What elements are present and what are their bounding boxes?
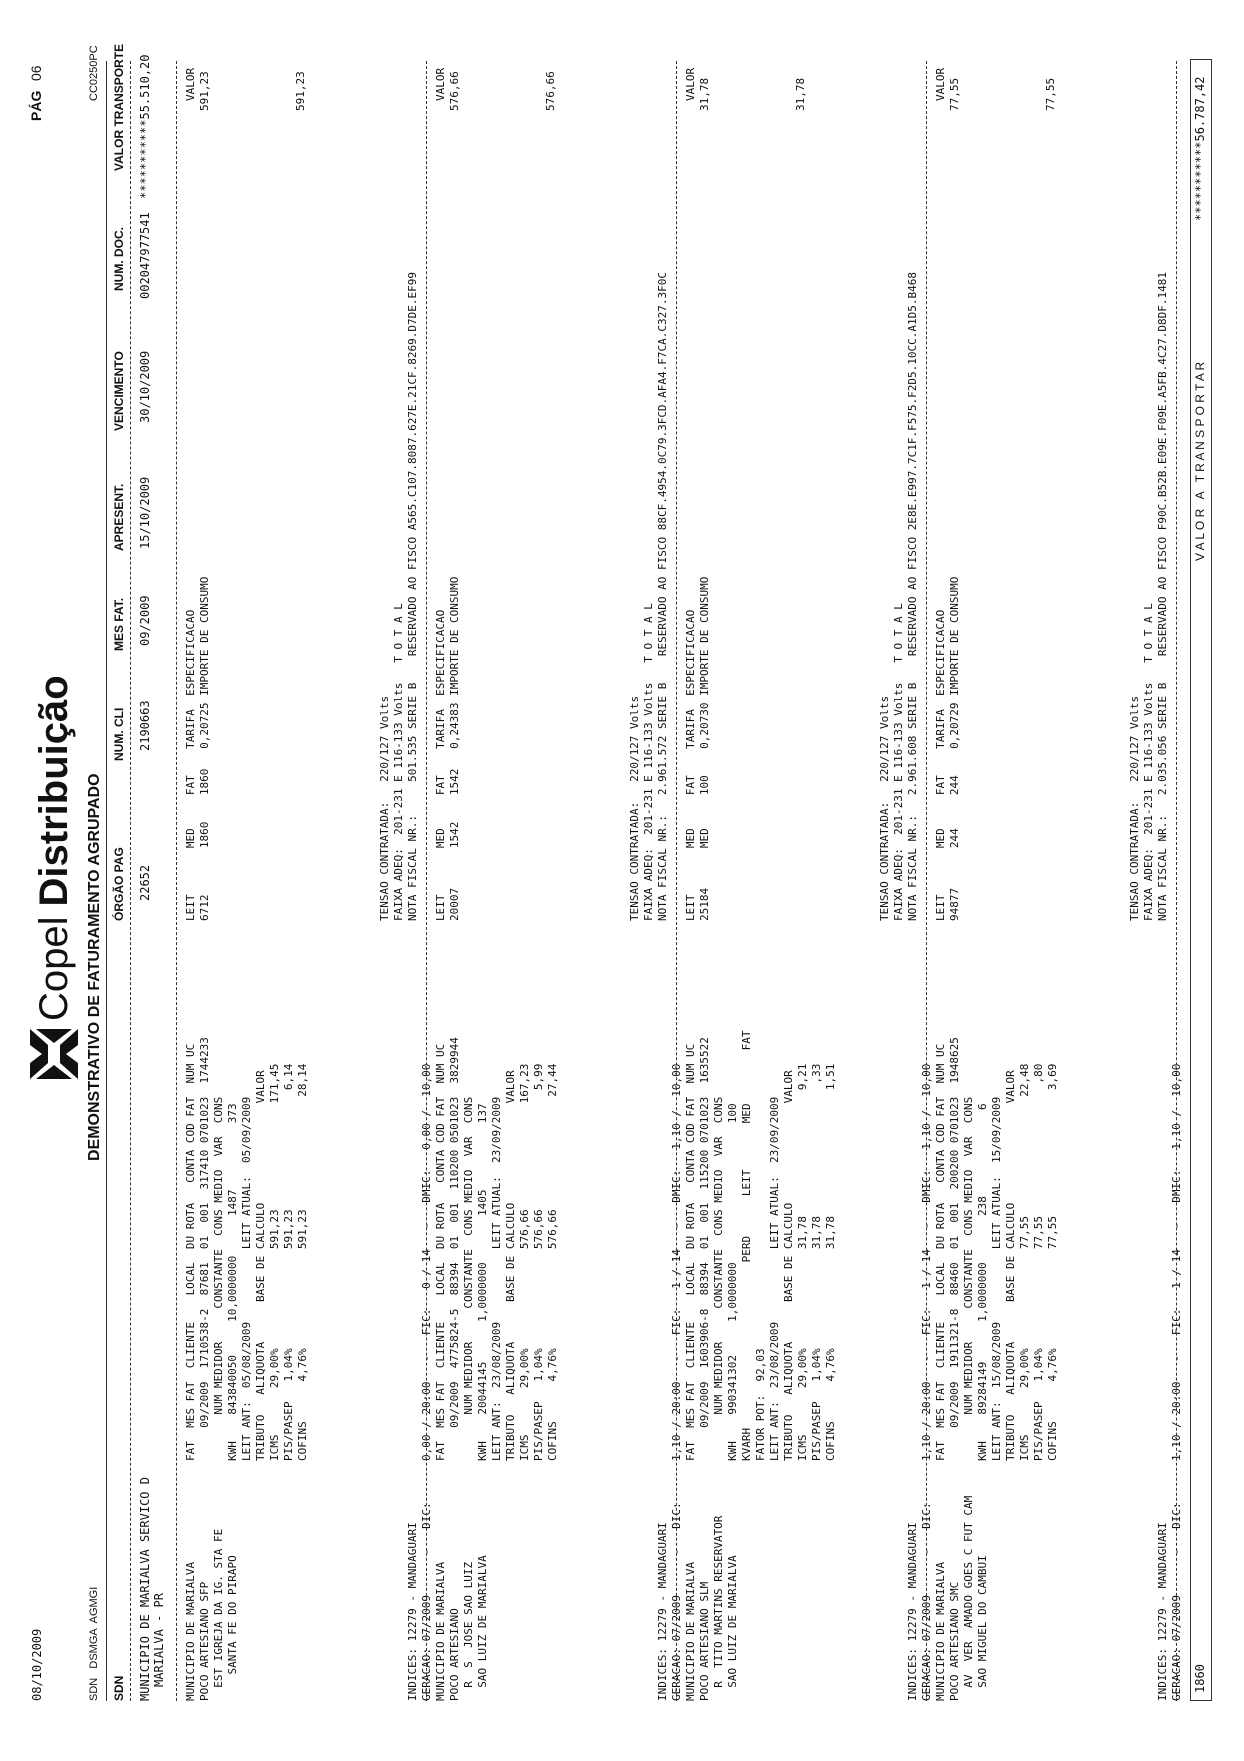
record-total: 591,23 [294, 71, 307, 111]
record-mid-line: 1,10 / 20:00 - FIC: 1 / 14 - DMIC: 1,10 / 10,00 [920, 1063, 933, 1461]
record-mid-line: ICMS 29,00% 31,78 9,21 [796, 1063, 809, 1461]
footer-left-code: 1860 [1193, 1664, 1207, 1693]
record-total: 576,66 [544, 71, 557, 111]
record-mid-line: 09/2009 4775824-5 88394 01 001 110200 0501023 3829944 [448, 1037, 461, 1461]
record-mid-line: ICMS 29,00% 77,55 22,48 [1018, 1063, 1031, 1461]
record-mid-line: TRIBUTO ALIQUOTA BASE DE CALCULO VALOR [254, 1070, 267, 1461]
record-right-line: 20007 1542 1542 0,24383 IMPORTE DE CONSUMO [448, 576, 461, 921]
record-mid-line: ICMS 29,00% 591,23 171,45 [268, 1063, 281, 1461]
record-left-line: SAO LUIZ DE MARIALVA [476, 1555, 489, 1701]
record-right-line: 25184 MED 100 0,20730 IMPORTE DE CONSUMO [698, 576, 711, 921]
record-right-line: FAIXA ADEQ: 201-231 E 116-133 Volts T O T A L [892, 603, 905, 921]
record-right-line: TENSAO CONTRATADA: 220/127 Volts [378, 695, 391, 921]
summary-mes-fat: 09/2009 [138, 595, 152, 646]
record-right-line: LEIT MED FAT TARIFA ESPECIFICACAO [684, 609, 697, 921]
record-separator [1176, 61, 1177, 1701]
record-left-line: MUNICIPIO DE MARIALVA [434, 1561, 447, 1701]
company-logo [28, 675, 80, 1081]
record-right-line: FAIXA ADEQ: 201-231 E 116-133 Volts T O T A L [1142, 603, 1155, 921]
record-right-line: LEIT MED FAT TARIFA ESPECIFICACAO [434, 609, 447, 921]
record-mid-line: TRIBUTO ALIQUOTA BASE DE CALCULO VALOR [1004, 1070, 1017, 1461]
record-right-line: FAIXA ADEQ: 201-231 E 116-133 Volts T O T A L [642, 603, 655, 921]
record-right-line: NOTA FISCAL NR.: 501.535 SERIE B RESERVADO AO FISCO A565.C107.8087.627E.21CF.8269.D7DE.EF99 [406, 271, 419, 921]
record-right-line: 94877 244 244 0,20729 IMPORTE DE CONSUMO [948, 576, 961, 921]
record-mid-line: NUM MEDIDOR CONSTANTE CONS MEDIO VAR CONS [212, 1096, 225, 1461]
summary-apresent: 15/10/2009 [138, 476, 152, 549]
record-left-line: INDICES: 12279 - MANDAGUARI [906, 1522, 919, 1701]
record-mid-line: LEIT ANT: 05/08/2009 LEIT ATUAL: 05/09/2009 [240, 1096, 253, 1461]
summary-name: MUNICIPIO DE MARIALVA SERVICO D [138, 1477, 152, 1701]
record-left-line: INDICES: 12279 - MANDAGUARI [656, 1522, 669, 1701]
summary-num-doc: 002047977541 [138, 212, 152, 299]
record-mid-line: TRIBUTO ALIQUOTA BASE DE CALCULO VALOR [782, 1070, 795, 1461]
record-valor: 31,78 [698, 77, 711, 111]
brand-bold: Distribuição [32, 675, 76, 907]
record-mid-line: ICMS 29,00% 576,66 167,23 [518, 1063, 531, 1461]
record-left-line: POCO ARTESIANO SMC [948, 1581, 961, 1701]
record-left-line: R S JOSE SAO LUIZ [462, 1561, 475, 1701]
record-mid-line: NUM MEDIDOR CONSTANTE CONS MEDIO VAR CONS [712, 1096, 725, 1461]
summary-rule [176, 61, 177, 1701]
col-apresent: APRESENT. [112, 483, 126, 551]
record-right-line: NOTA FISCAL NR.: 2.961.572 SERIE B RESERVADO AO FISCO 88CF.4954.0C79.3FCD.AFA4.F7CA.C327.3F0C [656, 271, 669, 921]
page-label: PÁG [28, 90, 44, 121]
record-mid-line: LEIT ANT: 23/08/2009 LEIT ATUAL: 23/09/2009 [768, 1096, 781, 1461]
record-left-line: MUNICIPIO DE MARIALVA [684, 1561, 697, 1701]
record-separator [926, 61, 927, 1701]
record-valor-label: VALOR [934, 67, 947, 101]
record-mid-line: KVARH PERD LEIT MED FAT [740, 1030, 753, 1461]
record-mid-line: NUM MEDIDOR CONSTANTE CONS MEDIO VAR CONS [962, 1096, 975, 1461]
summary-valor-transporte: ***********55.510,20 [138, 54, 152, 199]
record-valor-label: VALOR [684, 67, 697, 101]
record-left-line: POCO ARTESIANO SFP [198, 1581, 211, 1701]
page-number: 06 [28, 65, 44, 81]
record-left-line: GERACAO: 07/2009 - DIC: [1170, 1502, 1183, 1701]
col-sdn: SDN [112, 1675, 126, 1701]
summary-city: MARIALVA - PR [152, 1593, 166, 1687]
record-valor: 77,55 [948, 77, 961, 111]
record-right-line: NOTA FISCAL NR.: 2.961.608 SERIE B RESERVADO AO FISCO 2E8E.E997.7C1F.F575.F2D5.10CC.A1D5.B468 [906, 271, 919, 921]
record-left-line: SAO LUIZ DE MARIALVA [726, 1555, 739, 1701]
brand-light: Copel [32, 916, 76, 1021]
record-mid-line: COFINS 4,76% 31,78 1,51 [824, 1063, 837, 1461]
record-mid-line: FAT MES FAT CLIENTE LOCAL DU ROTA CONTA COD FAT NUM UC [934, 1043, 947, 1461]
record-left-line: R TITO MARTINS RESERVATOR [712, 1515, 725, 1701]
form-code: CC0250PC [88, 45, 100, 101]
record-mid-line: PIS/PASEP 1,04% 591,23 6,14 [282, 1063, 295, 1461]
record-mid-line: PIS/PASEP 1,04% 576,66 5,99 [532, 1063, 545, 1461]
record-mid-line: PIS/PASEP 1,04% 77,55 ,80 [1032, 1063, 1045, 1461]
record-left-line: SAO MIGUEL DO CAMBUI [976, 1555, 989, 1701]
record-left-line: GERACAO: 07/2009 - DIC: [920, 1502, 933, 1701]
record-left-line: POCO ARTESIANO [448, 1608, 461, 1701]
record-valor-label: VALOR [434, 67, 447, 101]
record-left-line: GERACAO: 07/2009 - DIC: [420, 1502, 433, 1701]
record-mid-line: 0,00 / 20:00 - FIC: 0 / 14 - DMIC: 0,00 / 10,00 [420, 1063, 433, 1461]
record-mid-line: NUM MEDIDOR CONSTANTE CONS MEDIO VAR CONS [462, 1096, 475, 1461]
record-left-line: INDICES: 12279 - MANDAGUARI [1156, 1522, 1169, 1701]
document-title: DEMONSTRATIVO DE FATURAMENTO AGRUPADO [86, 773, 103, 1161]
record-mid-line: FAT MES FAT CLIENTE LOCAL DU ROTA CONTA COD FAT NUM UC [184, 1043, 197, 1461]
record-left-line: GERACAO: 07/2009 - DIC: [670, 1502, 683, 1701]
record-mid-line: COFINS 4,76% 77,55 3,69 [1046, 1063, 1059, 1461]
record-mid-line: COFINS 4,76% 576,66 27,44 [546, 1063, 559, 1461]
footer-box [1190, 59, 1212, 1701]
record-mid-line: 1,10 / 20:00 - FIC: 1 / 14 - DMIC: 1,10 / 10,00 [670, 1063, 683, 1461]
record-mid-line: KWH 89284149 1,0000000 238 6 [976, 1103, 989, 1461]
record-right-line: LEIT MED FAT TARIFA ESPECIFICACAO [934, 609, 947, 921]
record-mid-line: 09/2009 1710538-2 87681 01 001 317410 0701023 1744233 [198, 1037, 211, 1461]
summary-vencimento: 30/10/2009 [138, 350, 152, 423]
record-right-line: NOTA FISCAL NR.: 2.035.056 SERIE B RESERVADO AO FISCO F90C.B52B.E09E.F09E.A5FB.4C27.D8DF.1481 [1156, 271, 1169, 921]
record-mid-line: FATOR POT: 92,03 [754, 1348, 767, 1461]
record-left-line: SANTA FE DO PIRAPO [226, 1555, 239, 1701]
record-mid-line: 09/2009 1603906-8 88394 01 001 115200 0701023 1635522 [698, 1037, 711, 1461]
record-left-line: INDICES: 12279 - MANDAGUARI [406, 1522, 419, 1701]
record-right-line: TENSAO CONTRATADA: 220/127 Volts [628, 695, 641, 921]
record-mid-line: KWH 20044145 1,0000000 1405 137 [476, 1103, 489, 1461]
record-separator [676, 61, 677, 1701]
col-vencimento: VENCIMENTO [112, 351, 126, 431]
record-mid-line: 1,10 / 20:00 - FIC: 1 / 14 - DMIC: 1,10 / 10,00 [1170, 1063, 1183, 1461]
record-right-line: FAIXA ADEQ: 201-231 E 116-133 Volts T O T A L [392, 603, 405, 921]
record-total: 77,55 [1044, 77, 1057, 111]
sdn-line: SDN DSMGA AGMGI [88, 1586, 100, 1701]
summary-orgao: 22652 [138, 864, 152, 901]
record-right-line: LEIT MED FAT TARIFA ESPECIFICACAO [184, 609, 197, 921]
col-num-doc: NUM. DOC. [112, 227, 126, 291]
record-mid-line: FAT MES FAT CLIENTE LOCAL DU ROTA CONTA COD FAT NUM UC [684, 1043, 697, 1461]
record-mid-line: TRIBUTO ALIQUOTA BASE DE CALCULO VALOR [504, 1070, 517, 1461]
record-valor-label: VALOR [184, 67, 197, 101]
col-orgao: ÓRGÃO PAG [112, 847, 126, 921]
record-mid-line: COFINS 4,76% 591,23 28,14 [296, 1063, 309, 1461]
record-mid-line: LEIT ANT: 23/08/2009 LEIT ATUAL: 23/09/2009 [490, 1096, 503, 1461]
columns-rule [130, 61, 131, 1701]
header-rule [106, 61, 107, 1701]
record-mid-line: KWH 843840050 10,0000000 1487 373 [226, 1103, 239, 1461]
record-left-line: MUNICIPIO DE MARIALVA [934, 1561, 947, 1701]
footer-value: ***********56.787,42 [1193, 76, 1207, 221]
record-total: 31,78 [794, 77, 807, 111]
record-mid-line: KWH 990341302 1,0000000 100 [726, 1103, 739, 1461]
record-left-line: AV VER AMADO GOES C FUT CAM [962, 1495, 975, 1701]
record-mid-line: FAT MES FAT CLIENTE LOCAL DU ROTA CONTA COD FAT NUM UC [434, 1043, 447, 1461]
record-valor: 576,66 [448, 71, 461, 111]
record-right-line: 6712 1860 1860 0,20725 IMPORTE DE CONSUMO [198, 576, 211, 921]
record-mid-line: PIS/PASEP 1,04% 31,78 ,33 [810, 1063, 823, 1461]
record-right-line: TENSAO CONTRATADA: 220/127 Volts [878, 695, 891, 921]
record-mid-line: LEIT ANT: 15/08/2009 LEIT ATUAL: 15/09/2009 [990, 1096, 1003, 1461]
record-left-line: EST IGREJA DA IG. STA FE [212, 1528, 225, 1701]
record-mid-line: 09/2009 1911321-8 88460 01 001 200200 0701023 1948625 [948, 1037, 961, 1461]
footer-label: V A L O R A T R A N S P O R T A R [1193, 361, 1207, 561]
record-right-line: TENSAO CONTRATADA: 220/127 Volts [1128, 695, 1141, 921]
record-valor: 591,23 [198, 71, 211, 111]
col-num-cli: NUM. CLI [112, 707, 126, 761]
col-valor-transporte: VALOR TRANSPORTE [112, 43, 126, 171]
copel-logo-icon [28, 1027, 80, 1081]
print-date: 08/10/2009 [30, 1628, 44, 1701]
record-left-line: POCO ARTESIANO SLM [698, 1581, 711, 1701]
summary-num-cli: 2190663 [138, 700, 152, 751]
record-left-line: MUNICIPIO DE MARIALVA [184, 1561, 197, 1701]
col-mes-fat: MES FAT. [112, 597, 126, 651]
record-separator [426, 61, 427, 1701]
